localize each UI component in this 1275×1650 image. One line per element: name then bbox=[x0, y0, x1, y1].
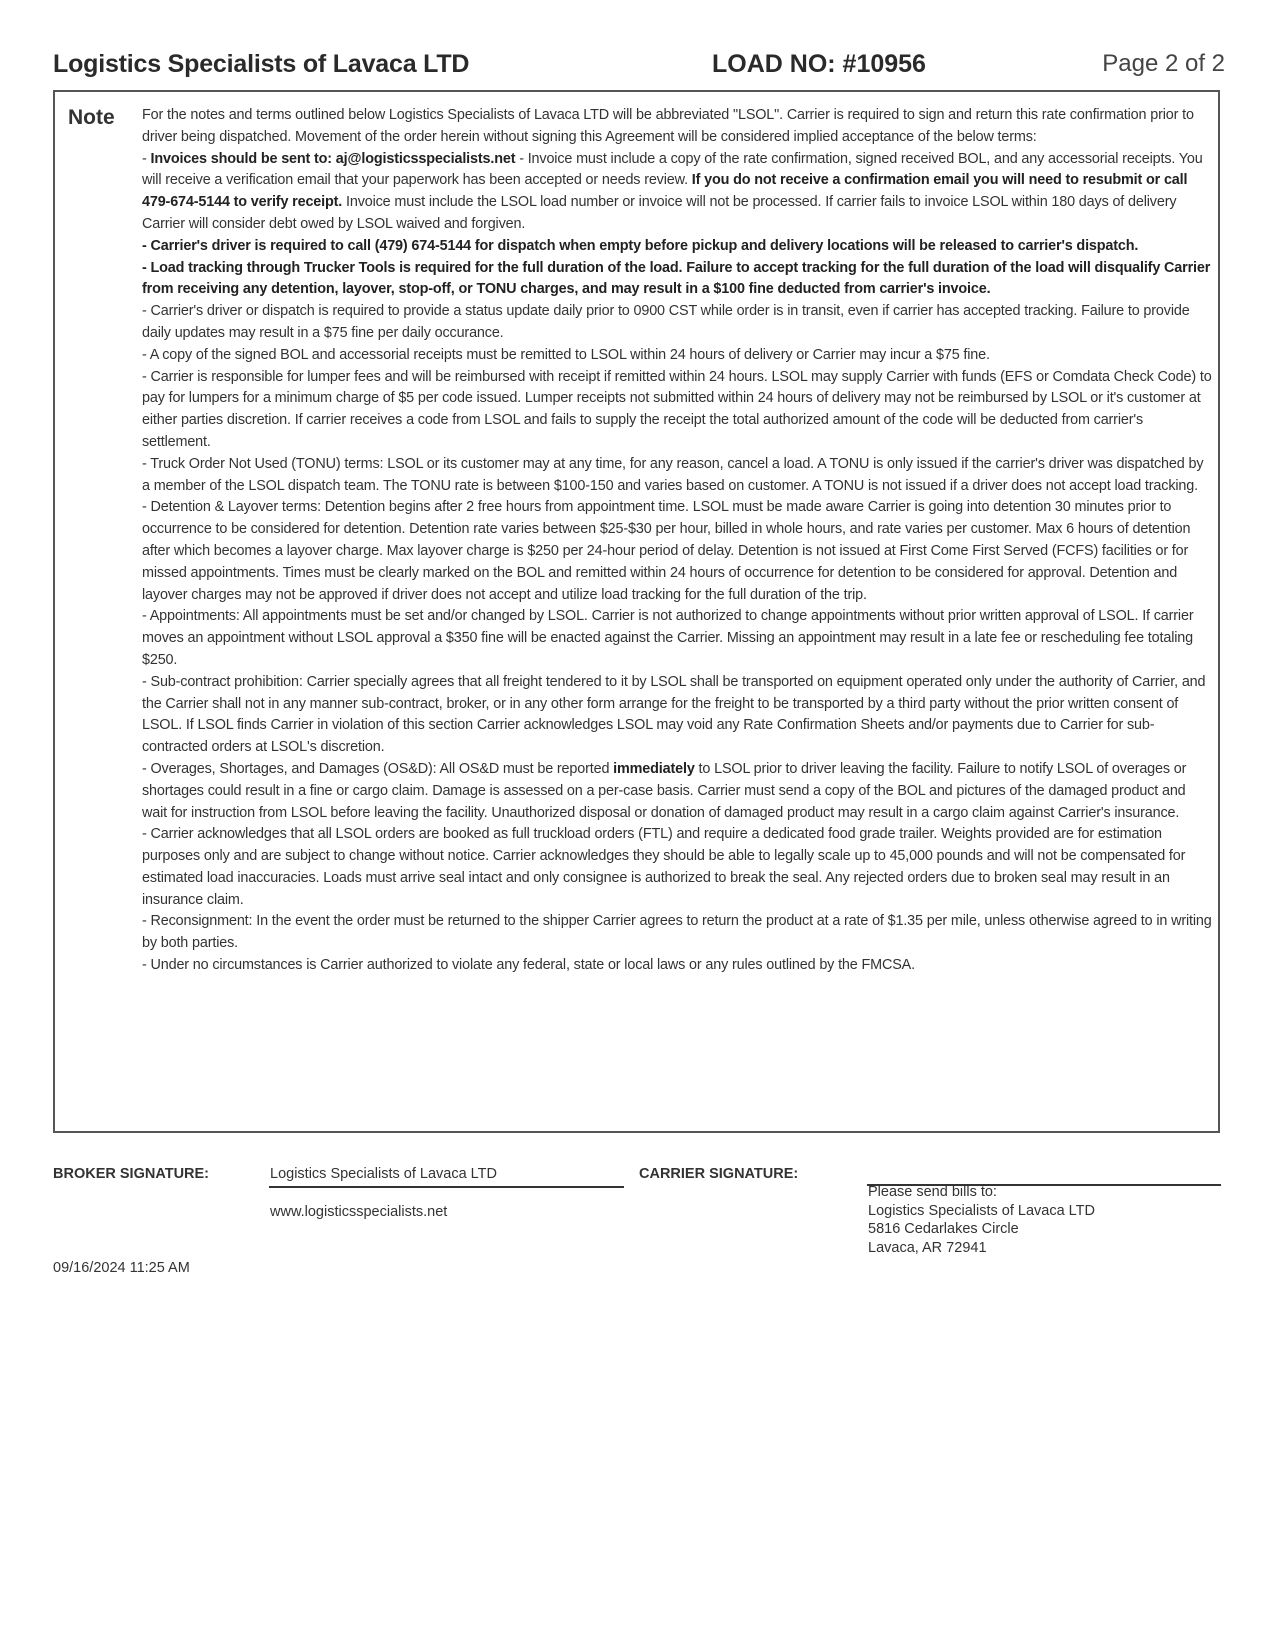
notes-box bbox=[53, 90, 1220, 1133]
notes-status: - Carrier's driver or dispatch is required to provide a status update daily prior to 0900 CST while order is in transit, even if carrier has accepted tracking. Failure to provide daily updates may result in a $75 fine per daily occurance. bbox=[142, 303, 1190, 341]
notes-detention: - Detention & Layover terms: Detention begins after 2 free hours from appointment time. LSOL must be made aware Carrier is going into detention 30 minutes prior to occurrence to be considered for detention. Detention rate varies between $25-$30 per hour, billed in whole hours, and rate varies per customer. Max 6 hours of detention after which becomes a layover charge. Max layover charge is $250 per 24-hour period of delay. Detention is not issued at First Come First Served (FCFS) facilities or for missed appointments. Times must be clearly marked on the BOL and remitted within 24 hours of occurrence for detention to be considered for approval. Detention and layover charges may not be approved if driver does not accept and utilize load tracking for the full duration of the trip. bbox=[142, 499, 1191, 603]
notes-laws: - Under no circumstances is Carrier authorized to violate any federal, state or local laws or any rules outlined by the FMCSA. bbox=[142, 957, 915, 974]
bills-line-3: 5816 Cedarlakes Circle bbox=[868, 1221, 1019, 1237]
broker-signature-label: BROKER SIGNATURE: bbox=[53, 1166, 210, 1182]
invoice-processing-note: Invoice must include the LSOL load number or invoice will not be processed. If carrier fails to invoice LSOL within 180 days of delivery Carrier will consider debt owed by LSOL waived and forgiven. bbox=[142, 194, 1177, 232]
bills-line-1: Please send bills to: bbox=[868, 1184, 997, 1200]
notes-invoice: - Invoices should be sent to: aj@logisticsspecialists.net - Invoice must include a copy of the rate confirmation, signed received BOL, and any accessorial receipts. You will receive a verification email that your paperwork has been accepted or needs review. If you do not receive a confirmation email you will need to resubmit or call 479-674-5144 to verify receipt. Invoice must include the LSOL load number or invoice will not be processed. If carrier fails to invoice LSOL within 180 days of delivery Carrier will consider debt owed by LSOL waived and forgiven. bbox=[142, 150, 1203, 232]
notes-dispatch bbox=[142, 236, 1212, 258]
company-name: Logistics Specialists of Lavaca LTD bbox=[53, 50, 470, 78]
page-header bbox=[53, 50, 1225, 90]
notes-bol: - A copy of the signed BOL and accessorial receipts must be remitted to LSOL within 24 hours of delivery or Carrier may incur a $75 fine. bbox=[142, 346, 990, 363]
notes-tonu: - Truck Order Not Used (TONU) terms: LSOL or its customer may at any time, for any reason, cancel a load. A TONU is only issued if the carrier's driver was dispatched by a member of the LSOL dispatch team. The TONU rate is between $100-150 and varies based on customer. A TONU is not issued if a driver does not accept load tracking. bbox=[142, 455, 1204, 494]
broker-signature-line bbox=[269, 1186, 624, 1188]
broker-website: www.logisticsspecialists.net bbox=[270, 1204, 448, 1220]
notes-osd bbox=[142, 759, 1212, 824]
invoice-email-note: Invoices should be sent to: aj@logisticsspecialists.net bbox=[150, 150, 516, 167]
osd-details: to LSOL prior to driver leaving the facility. Failure to notify LSOL of overages or shortages could result in a fine or cargo claim. Damage is assessed on a per-case basis. Carrier must send a copy of the BOL and pictures of the damaged product and wait for instruction from LSOL before leaving the facility. Unauthorized disposal or donation of damaged product may result in a cargo claim against Carrier's insurance. bbox=[142, 760, 1187, 821]
carrier-signature-label: CARRIER SIGNATURE: bbox=[639, 1166, 799, 1182]
notes-appointments: - Appointments: All appointments must be set and/or changed by LSOL. Carrier is not authorized to change appointments without prior written approval of LSOL. If carrier moves an appointment without LSOL approval a $350 fine will be enacted against the Carrier. Missing an appointment may result in a late fee or rescheduling fee totaling $250. bbox=[142, 608, 1194, 668]
broker-name: Logistics Specialists of Lavaca LTD bbox=[270, 1166, 498, 1182]
tracking-note: - Load tracking through Trucker Tools is required for the full duration of the load. Failure to accept tracking for the full duration of the load will disqualify Carrier from receiving any detention, layover, stop-off, or TONU charges, and may result in a $100 fine deducted from carrier's invoice. bbox=[142, 259, 1211, 298]
notes-intro: For the notes and terms outlined below Logistics Specialists of Lavaca LTD will be abbreviated "LSOL". Carrier is required to sign and return this rate confirmation prior to driver being dispatched. Movement of the order herein without signing this Agreement will be considered implied acceptance of the below terms: bbox=[142, 107, 1194, 145]
osd-intro: - Overages, Shortages, and Damages (OS&D): All OS&D must be reported bbox=[142, 760, 614, 777]
load-number: LOAD NO: #10956 bbox=[712, 50, 926, 78]
bills-line-4: Lavaca, AR 72941 bbox=[868, 1239, 987, 1256]
notes-subcontract: - Sub-contract prohibition: Carrier specially agrees that all freight tendered to it by LSOL shall be transported on equipment operated only under the authority of Carrier, and the Carrier shall not in any manner sub-contract, broker, or in any other form arrange for the freight to be transported by a third party without the prior written consent of LSOL. If LSOL finds Carrier in violation of this section Carrier acknowledges LSOL may void any Rate Confirmation Sheets and/or payments due to Carrier for sub-contracted orders at LSOL's discretion. bbox=[142, 673, 1206, 756]
osd-immediately: immediately bbox=[613, 760, 695, 777]
page-number: Page 2 of 2 bbox=[1102, 50, 1225, 77]
notes-tracking bbox=[142, 258, 1212, 302]
notes-ftl: - Carrier acknowledges that all LSOL orders are booked as full truckload orders (FTL) and require a dedicated food grade trailer. Weights provided are for estimation purposes only and are subject to change without notice. Carrier acknowledges they should be able to legally scale up to 45,000 pounds and will not be compensated for estimated load inaccuracies. Loads must arrive seal intact and only consignee is authorized to break the seal. Any rejected orders due to broken seal may result in an insurance claim. bbox=[142, 826, 1186, 908]
bills-line-2: Logistics Specialists of Lavaca LTD bbox=[868, 1202, 1096, 1219]
invoice-confirmation-note: If you do not receive a confirmation email you will need to resubmit or call 479-674-5144 to verify receipt. bbox=[142, 172, 1188, 211]
note-label: Note bbox=[68, 106, 115, 129]
invoice-requirements: - Invoice must include a copy of the rate confirmation, signed received BOL, and any accessorial receipts. You will receive a verification email that your paperwork has been accepted or needs review. bbox=[142, 150, 1203, 189]
notes-reconsignment: - Reconsignment: In the event the order must be returned to the shipper Carrier agrees to return the product at a rate of $1.35 per mile, unless otherwise agreed to in writing by both parties. bbox=[142, 913, 1212, 952]
notes-text bbox=[142, 105, 1212, 977]
dispatch-note: - Carrier's driver is required to call (479) 674-5144 for dispatch when empty before pickup and delivery locations will be released to carrier's dispatch. bbox=[142, 237, 1139, 254]
notes-lumper: - Carrier is responsible for lumper fees and will be reimbursed with receipt if remitted within 24 hours. LSOL may supply Carrier with funds (EFS or Comdata Check Code) to pay for lumpers for a minimum charge of $5 per code issued. Lumper receipts not submitted within 24 hours of delivery may not be reimbursed by LSOL or it's customer at either parties discretion. If carrier receives a code from LSOL and fails to supply the receipt the total authorized amount of the code will be deducted from carrier's settlement. bbox=[142, 368, 1212, 450]
timestamp: 09/16/2024 11:25 AM bbox=[53, 1260, 190, 1276]
billing-address bbox=[868, 1183, 1095, 1257]
